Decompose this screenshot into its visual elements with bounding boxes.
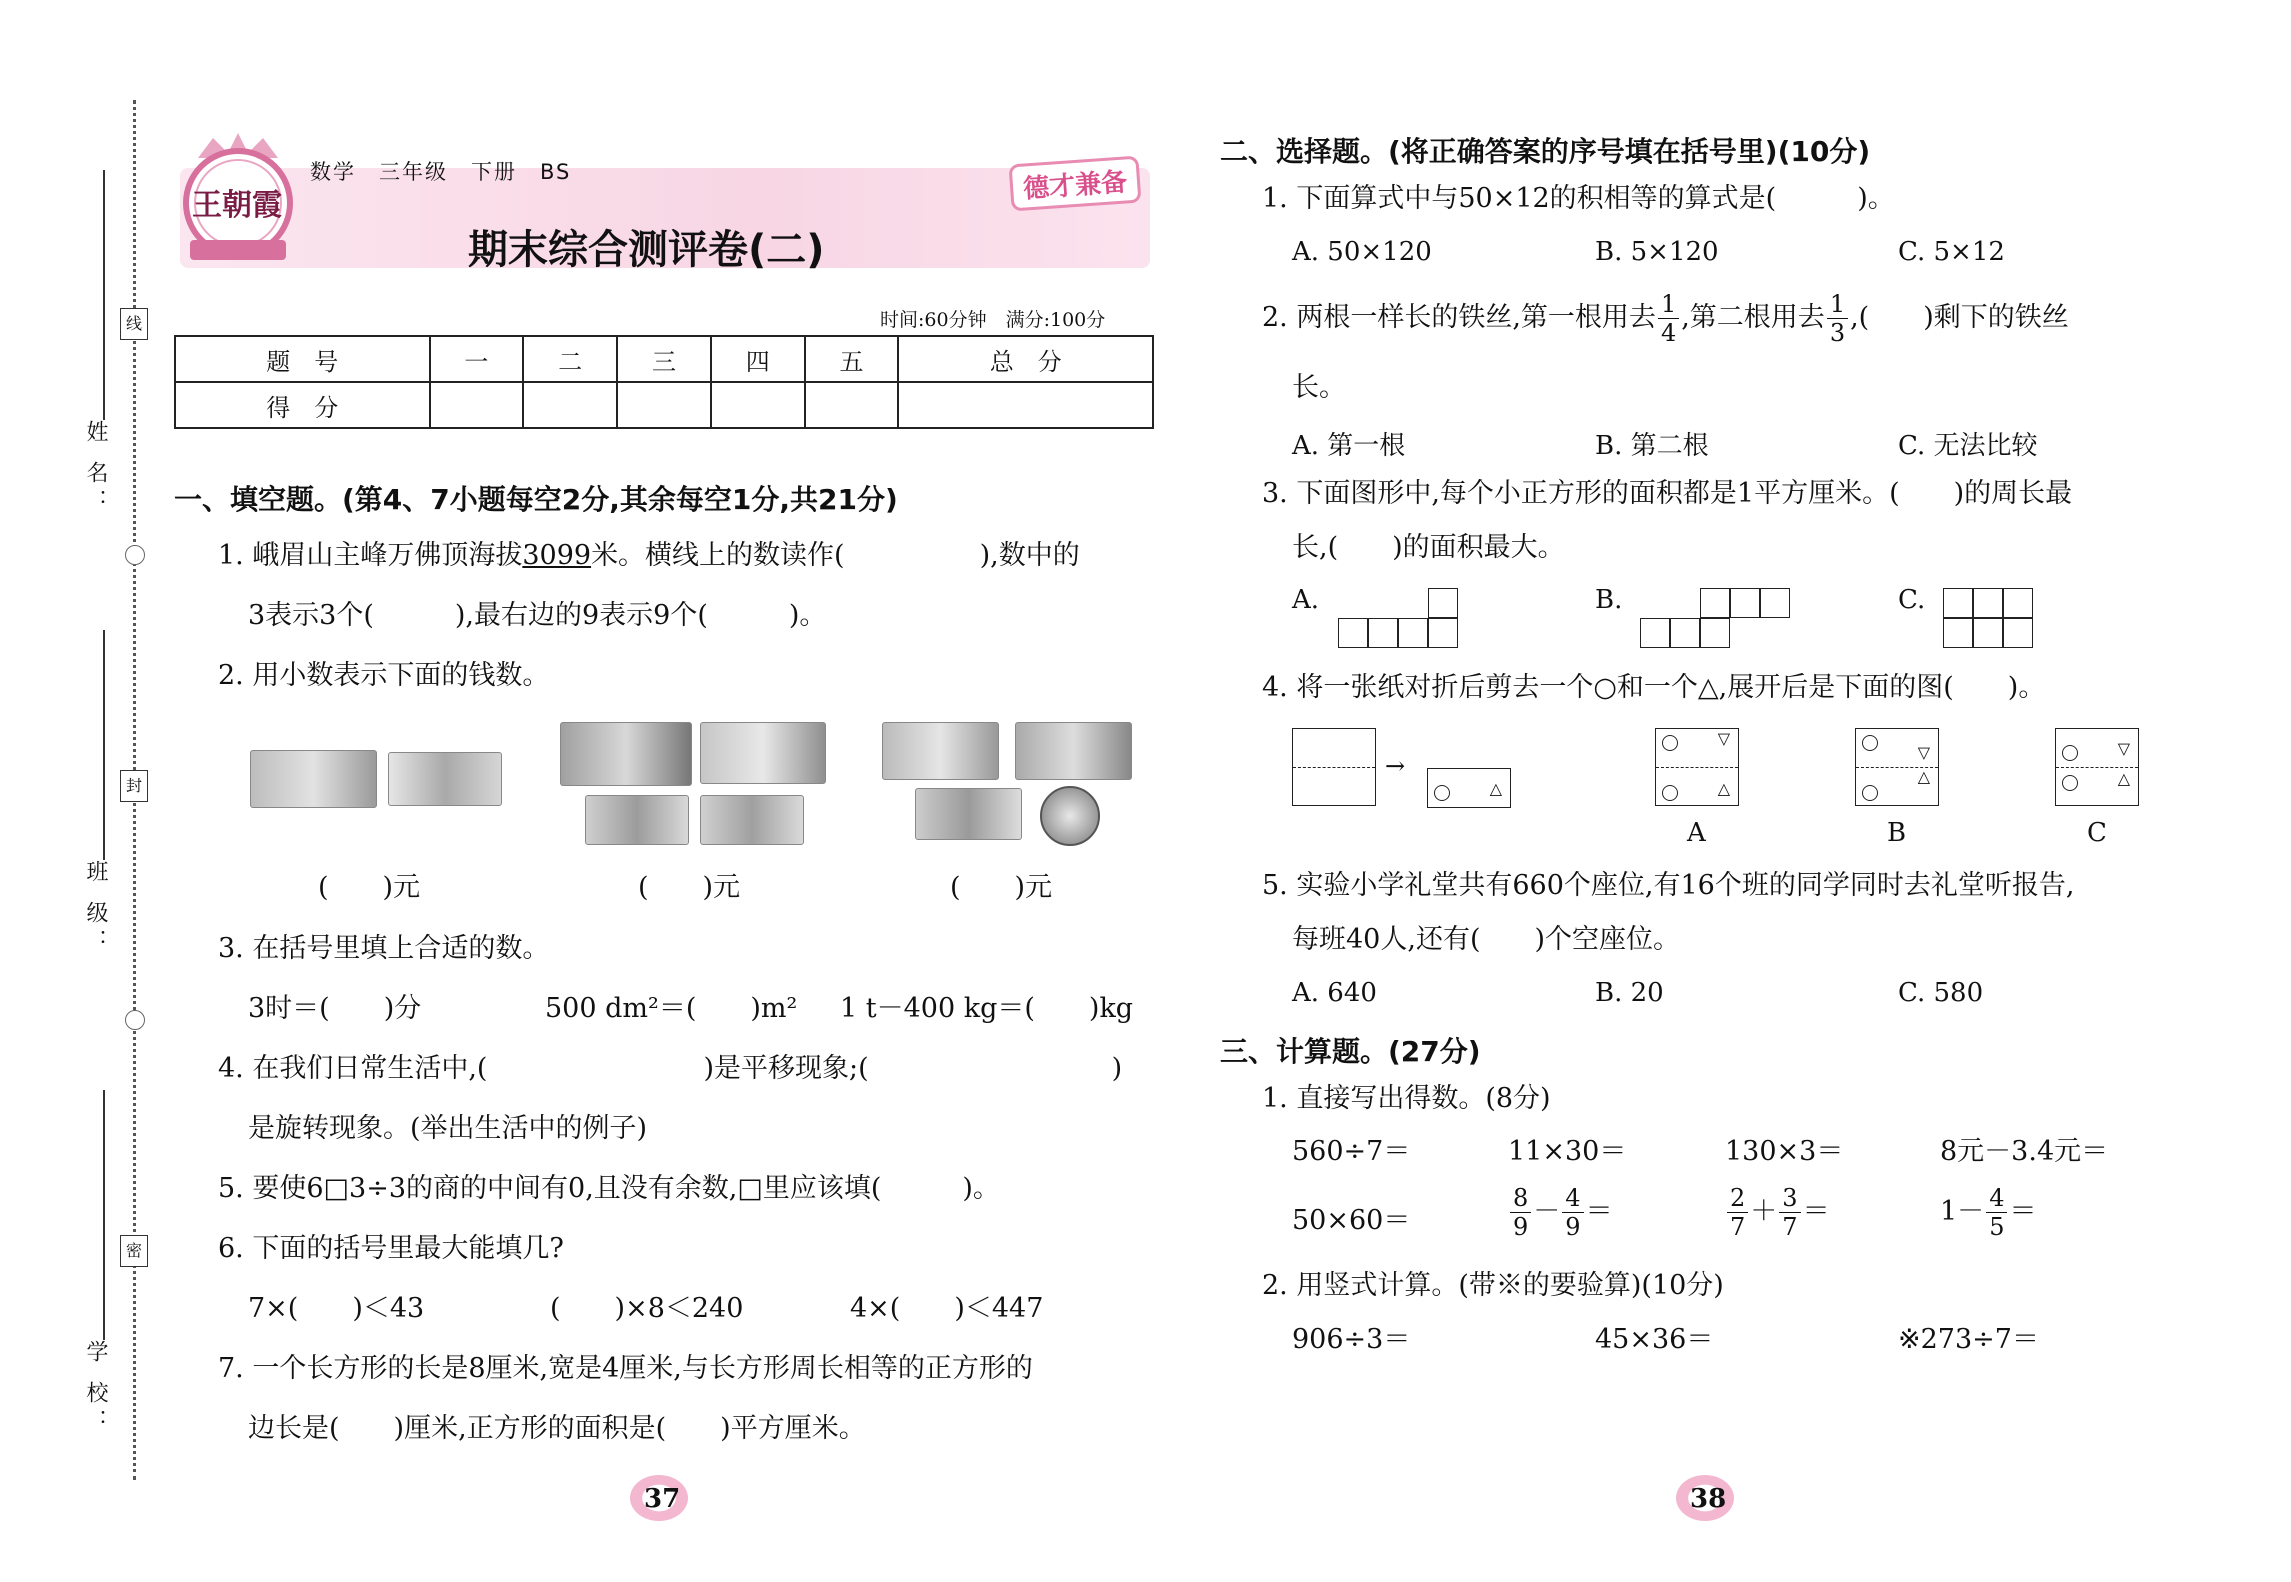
- binding-hole-icon: [125, 1010, 145, 1030]
- s1-q3-item-1[interactable]: 3时＝( )分: [248, 993, 422, 1024]
- score-table: [174, 335, 1154, 429]
- school-write-line: [103, 1090, 105, 1340]
- s2-q5-line1: 5. 实验小学礼堂共有660个座位,有16个班的同学同时去礼堂听报告,: [1262, 870, 2075, 901]
- s3-q2: 2. 用竖式计算。(带※的要验算)(10分): [1262, 1270, 1724, 1301]
- s2-q4-label-a: A: [1687, 818, 1706, 848]
- s1-q4-line1: 4. 在我们日常生活中,( )是平移现象;( ): [218, 1053, 1123, 1084]
- banknote-1-jiao: [915, 788, 1022, 840]
- s2-q3-label-a[interactable]: A.: [1292, 585, 1320, 615]
- score-cell[interactable]: [898, 382, 1153, 428]
- score-header: 三: [617, 336, 711, 382]
- score-header: 二: [523, 336, 617, 382]
- banknote-1-jiao: [700, 795, 804, 845]
- score-header: 四: [711, 336, 805, 382]
- unfolded-option-a[interactable]: ▽ △: [1655, 728, 1739, 806]
- banknote-10-yuan: [560, 722, 692, 786]
- score-header: 五: [805, 336, 899, 382]
- score-cell[interactable]: [805, 382, 899, 428]
- banknote-1-yuan: [250, 750, 377, 808]
- time-info: 时间:60分钟 满分:100分: [880, 309, 1106, 331]
- class-label: 班 级：: [83, 860, 108, 957]
- unfolded-option-c[interactable]: ▽ △: [2055, 728, 2139, 806]
- score-header: 题 号: [175, 336, 430, 382]
- calc-item[interactable]: 11×30＝: [1508, 1136, 1627, 1167]
- s2-q1-option-b[interactable]: B. 5×120: [1595, 237, 1719, 267]
- badge: 德才兼备: [1009, 156, 1142, 212]
- s1-q6-item-3[interactable]: 4×( )＜447: [850, 1293, 1044, 1324]
- s1-q7-line1: 7. 一个长方形的长是8厘米,宽是4厘米,与长方形周长相等的正方形的: [218, 1353, 1033, 1384]
- score-cell[interactable]: [523, 382, 617, 428]
- score-cell[interactable]: [711, 382, 805, 428]
- page-number-right: 38: [1690, 1484, 1727, 1514]
- score-cell[interactable]: [430, 382, 524, 428]
- seal-secret-mark: 密: [120, 1235, 148, 1267]
- s2-q2-line1: 2. 两根一样长的铁丝,第一根用去 $\frac{1}{4}$ ,第二根用去 $\frac{1}{3}$ ,( )剩下的铁丝: [1262, 290, 2069, 347]
- s1-q1-line1: 1. 峨眉山主峰万佛顶海拔3099米。横线上的数读作( ),数中的: [218, 540, 1080, 571]
- s1-q2-answer-1[interactable]: ( )元: [318, 872, 421, 903]
- s1-q6-item-1[interactable]: 7×( )＜43: [248, 1293, 425, 1324]
- s3-q1: 1. 直接写出得数。(8分): [1262, 1083, 1551, 1114]
- s1-q7-line2: 边长是( )厘米,正方形的面积是( )平方厘米。: [248, 1413, 866, 1444]
- s2-q4-label-c: C: [2087, 818, 2107, 848]
- folded-paper: △: [1427, 768, 1511, 808]
- score-header: 总 分: [898, 336, 1153, 382]
- s1-q6: 6. 下面的括号里最大能填几?: [218, 1233, 564, 1264]
- page-number-left: 37: [644, 1484, 681, 1514]
- s1-q3-item-2[interactable]: 500 dm²＝( )m²: [545, 993, 798, 1024]
- s2-q2-option-a[interactable]: A. 第一根: [1292, 431, 1406, 461]
- calc-item[interactable]: 50×60＝: [1292, 1205, 1411, 1236]
- s2-q5-option-c[interactable]: C. 580: [1898, 978, 1984, 1008]
- s1-q2-answer-3[interactable]: ( )元: [950, 872, 1053, 903]
- banknote-5-jiao: [882, 722, 999, 780]
- s1-q3-item-3[interactable]: 1 t－400 kg＝( )kg: [840, 993, 1134, 1024]
- calc-item-fraction-add[interactable]: $\frac{2}{7}$ ＋ $\frac{3}{7}$ ＝: [1725, 1186, 1830, 1239]
- school-label: 学 校：: [83, 1340, 108, 1437]
- s2-q3-label-b[interactable]: B.: [1595, 585, 1623, 615]
- section1-heading: 一、填空题。(第4、7小题每空2分,其余每空1分,共21分): [174, 483, 898, 516]
- s2-q3-label-c[interactable]: C.: [1898, 585, 1926, 615]
- calc-item[interactable]: 560÷7＝: [1292, 1136, 1411, 1167]
- s2-q4: 4. 将一张纸对折后剪去一个○和一个△,展开后是下面的图( )。: [1262, 672, 2046, 703]
- calc-item-fraction-one[interactable]: 1－ $\frac{4}{5}$ ＝: [1940, 1184, 2037, 1241]
- section3-heading: 三、计算题。(27分): [1220, 1035, 1481, 1068]
- s2-q5-option-a[interactable]: A. 640: [1292, 978, 1377, 1008]
- s2-q1-option-c[interactable]: C. 5×12: [1898, 237, 2005, 267]
- fraction: $\frac{1}{3}$: [1827, 292, 1848, 345]
- unfolded-option-b[interactable]: ▽ △: [1855, 728, 1939, 806]
- s1-q2-answer-2[interactable]: ( )元: [638, 872, 741, 903]
- s1-q6-item-2[interactable]: ( )×8＜240: [550, 1293, 744, 1324]
- s2-q2-option-c[interactable]: C. 无法比较: [1898, 431, 2038, 461]
- banknote-5-jiao: [388, 752, 502, 806]
- page-title: 期末综合测评卷(二): [468, 227, 825, 273]
- s1-q1-line2: 3表示3个( ),最右边的9表示9个( )。: [248, 600, 827, 631]
- book-meta: 数学 三年级 下册 BS: [310, 160, 572, 184]
- paper-sheet: [1292, 728, 1376, 806]
- score-row-label: 得 分: [175, 382, 430, 428]
- coin-icon: [1040, 786, 1100, 846]
- name-label: 姓 名：: [83, 420, 108, 517]
- s2-q5-line2: 每班40人,还有( )个空座位。: [1292, 924, 1681, 955]
- logo-text: 王朝霞: [192, 188, 282, 223]
- calc-item[interactable]: 8元－3.4元＝: [1940, 1136, 2109, 1167]
- s1-q3: 3. 在括号里填上合适的数。: [218, 933, 550, 964]
- vertical-calc-item[interactable]: 45×36＝: [1595, 1324, 1714, 1355]
- banknote-1-jiao: [585, 795, 689, 845]
- s2-q4-label-b: B: [1887, 818, 1907, 848]
- s2-q3-line1: 3. 下面图形中,每个小正方形的面积都是1平方厘米。( )的周长最: [1262, 478, 2073, 509]
- vertical-calc-item[interactable]: ※273÷7＝: [1898, 1324, 2039, 1355]
- s2-q2-option-b[interactable]: B. 第二根: [1595, 431, 1709, 461]
- calc-item[interactable]: 130×3＝: [1725, 1136, 1844, 1167]
- s2-q1-option-a[interactable]: A. 50×120: [1292, 237, 1432, 267]
- s1-q2: 2. 用小数表示下面的钱数。: [218, 660, 550, 691]
- seal-seal-mark: 封: [120, 770, 148, 802]
- s2-q2-line2: 长。: [1292, 372, 1346, 403]
- class-write-line: [103, 630, 105, 860]
- score-header: 一: [430, 336, 524, 382]
- arrow-icon: →: [1385, 752, 1406, 780]
- underlined-number: 3099: [522, 540, 592, 571]
- calc-item-fraction-sub[interactable]: $\frac{8}{9}$ － $\frac{4}{9}$ ＝: [1508, 1186, 1613, 1239]
- section2-heading: 二、选择题。(将正确答案的序号填在括号里)(10分): [1220, 135, 1871, 168]
- s1-q5: 5. 要使6□3÷3的商的中间有0,且没有余数,□里应该填( )。: [218, 1173, 1000, 1204]
- s2-q3-line2: 长,( )的面积最大。: [1292, 532, 1565, 563]
- binding-hole-icon: [125, 545, 145, 565]
- vertical-calc-item[interactable]: 906÷3＝: [1292, 1324, 1411, 1355]
- seal-line-mark: 线: [120, 308, 148, 340]
- s2-q1: 1. 下面算式中与50×12的积相等的算式是( )。: [1262, 183, 1895, 214]
- s2-q5-option-b[interactable]: B. 20: [1595, 978, 1664, 1008]
- name-write-line: [103, 170, 105, 420]
- fraction: $\frac{1}{4}$: [1658, 292, 1679, 345]
- s1-q4-line2: 是旋转现象。(举出生活中的例子): [248, 1113, 648, 1144]
- score-cell[interactable]: [617, 382, 711, 428]
- banknote-1-yuan: [700, 722, 826, 784]
- banknote-1-jiao: [1015, 722, 1132, 780]
